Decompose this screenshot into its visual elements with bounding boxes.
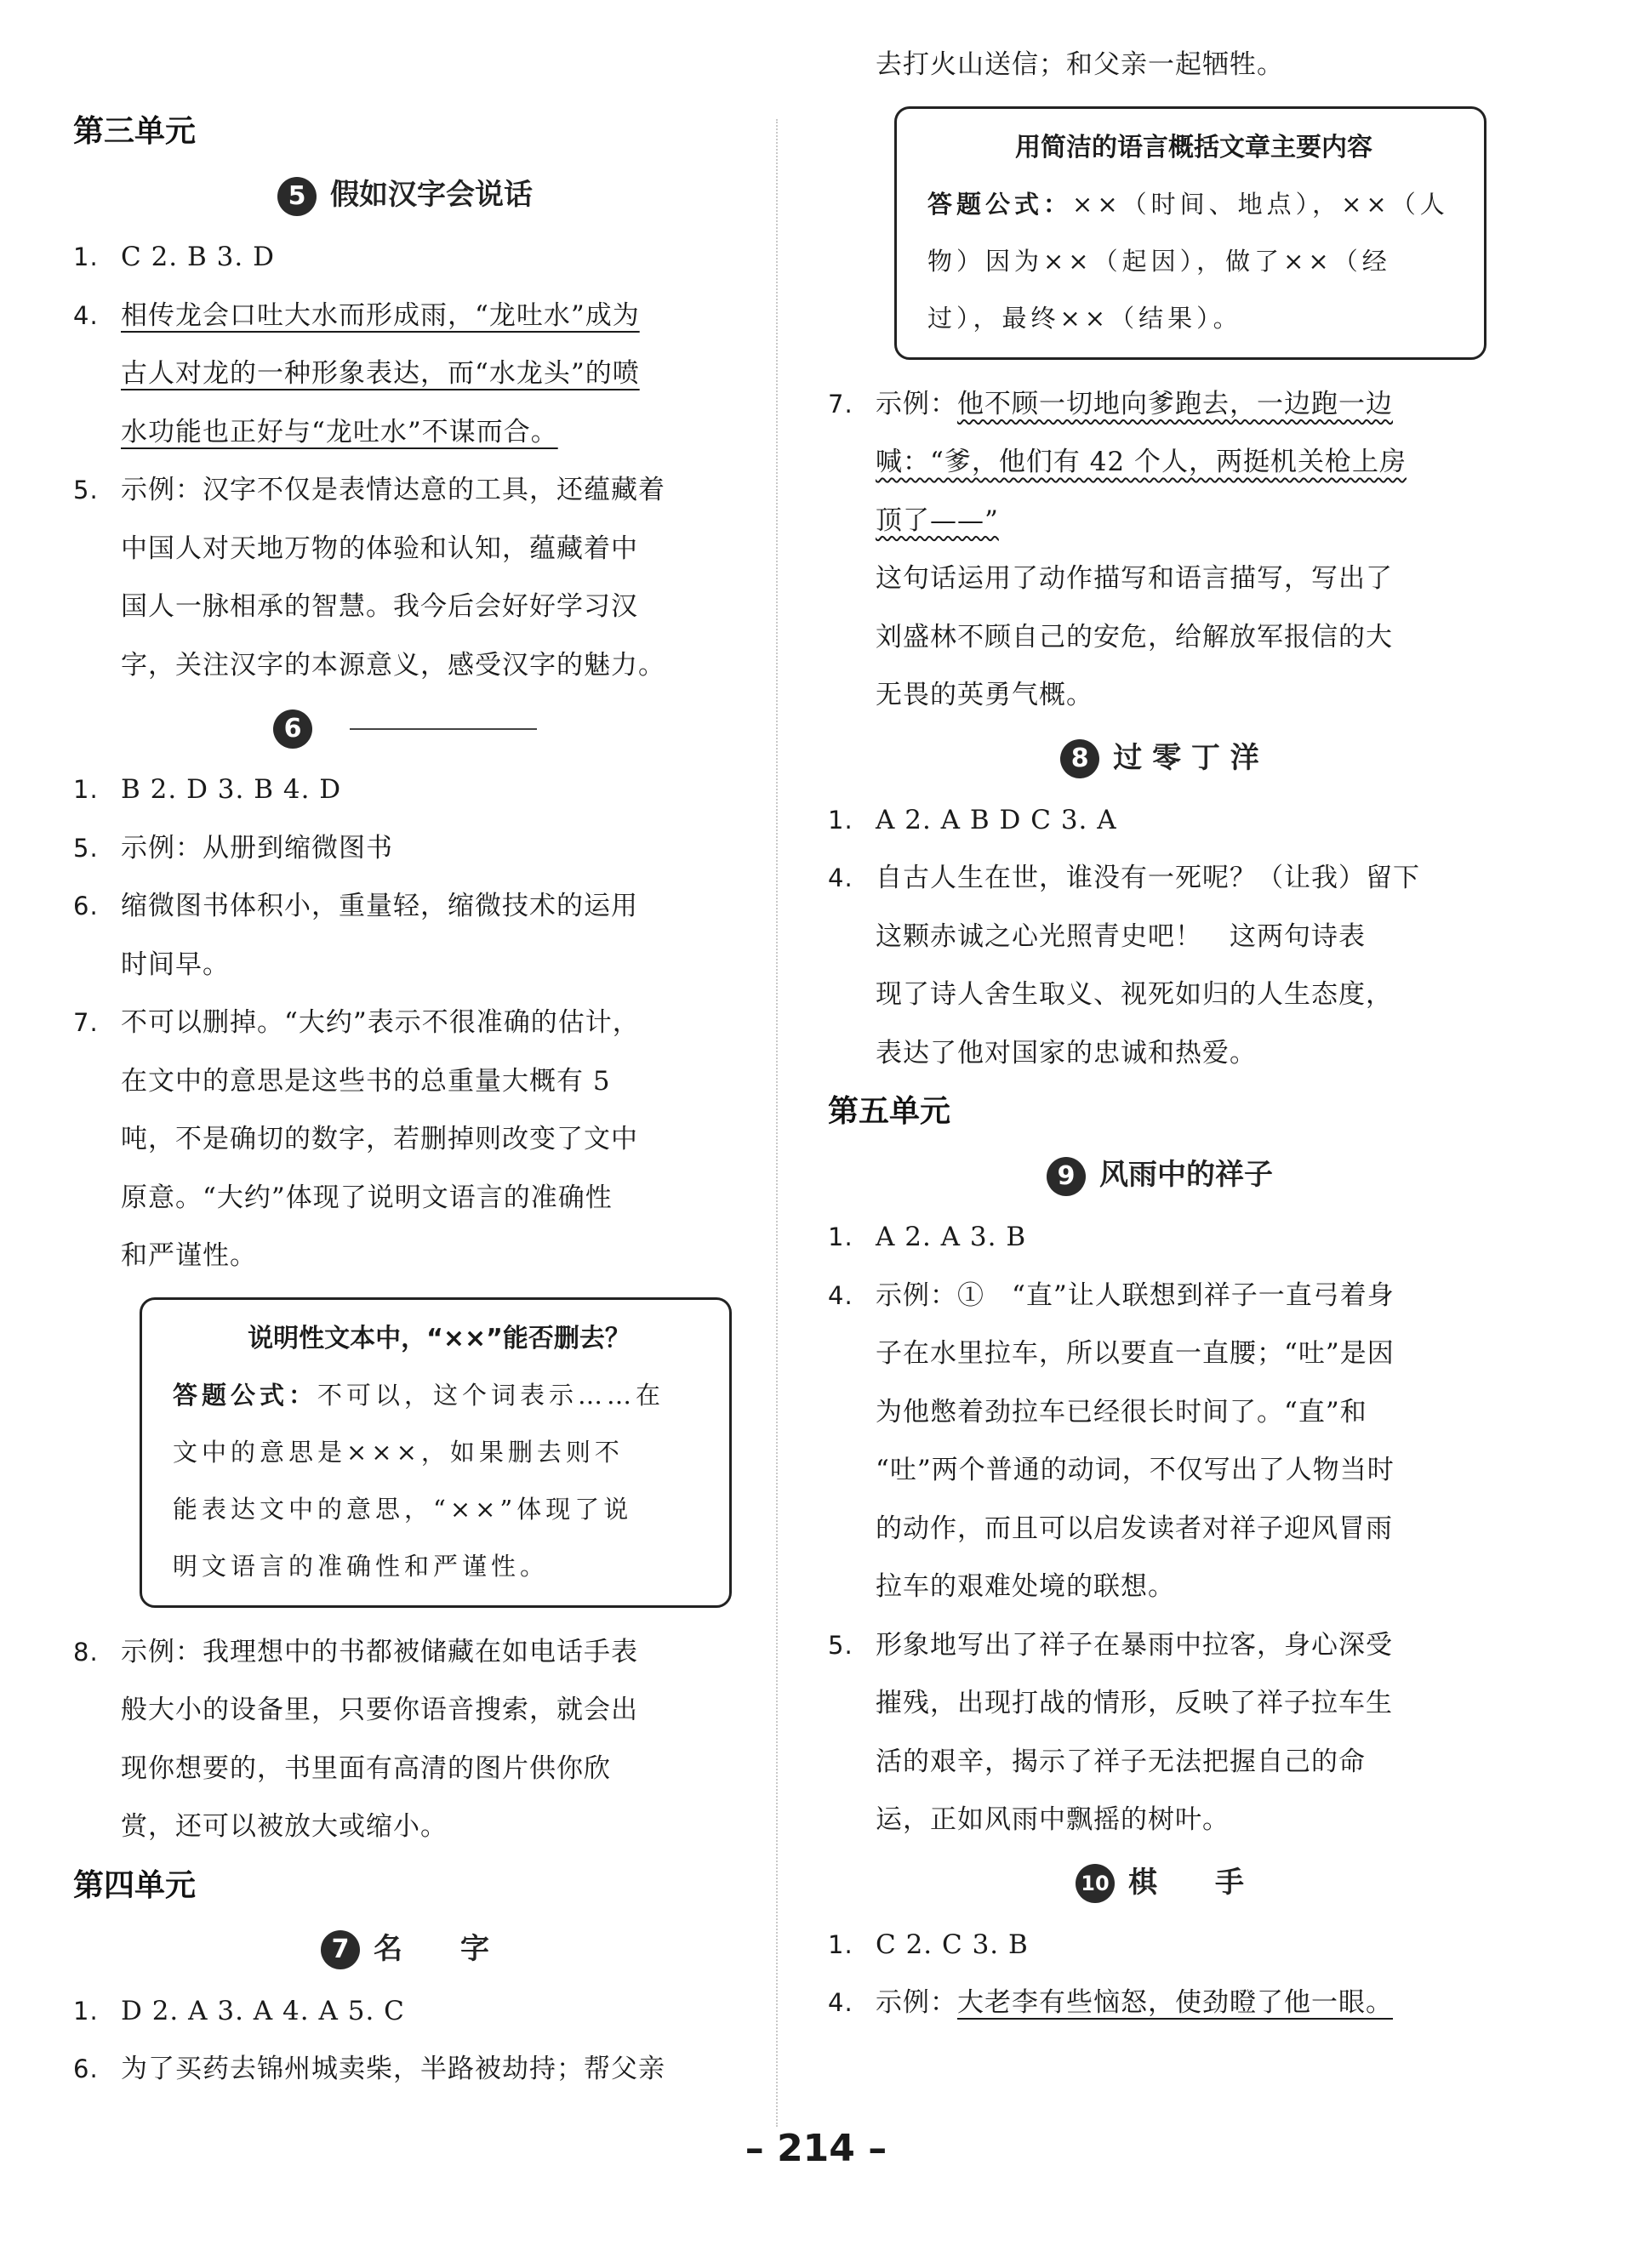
lesson-7-heading <box>73 1916 737 1982</box>
left-column <box>73 102 737 2099</box>
page-number: – 214 – <box>745 2127 887 2170</box>
unit-3-title: 第三单元 <box>73 114 197 149</box>
answer-item: 1. C 2. C 3. B <box>828 1929 1029 1960</box>
answer-item: 7. 不可以删掉。“大约”表示不很准确的估计， 在文中的意思是这些书的总重量大概有 5 吨，不是确切的数字，若删掉则改变了文中 原意。“大约”体现了说明文语言的准确性 和严谨性。 <box>73 1007 640 1271</box>
answer-item: 5. 示例：汉字不仅是表情达意的工具，还蕴藏着 中国人对天地万物的体验和认知，蕴藏着中 国人一脉相承的智慧。我今后会好好学习汉 字，关注汉字的本源意义，感受汉字的魅力。 <box>73 475 665 681</box>
lesson-number-badge: 6 <box>273 709 312 749</box>
tip-box: 用简洁的语言概括文章主要内容 答题公式：××（时间、地点），××（人 物）因为××（起因），做了××（经 过），最终××（结果）。 <box>894 106 1486 360</box>
lesson-number-badge: 9 <box>1047 1157 1086 1196</box>
answer-item: 1. A 2. A B D C 3. A <box>828 804 1117 835</box>
lesson-title: 过 零 丁 洋 <box>1113 740 1259 775</box>
lesson-8-heading <box>828 725 1492 791</box>
right-column <box>828 49 1492 2032</box>
unit-5-title: 第五单元 <box>828 1094 951 1129</box>
answer-item: 7. 示例：他不顾一切地向爹跑去，一边跑一边 喊：“爹，他们有 42 个人，两挺机关枪上房 顶了——” 这句话运用了动作描写和语言描写，写出了 刘盛林不顾自己的安危，给解放军报信的大 无畏的英勇气概。 <box>828 388 1407 710</box>
lesson-10-heading <box>828 1849 1492 1916</box>
answer-item: 4. 相传龙会口吐大水而形成雨，“龙吐水”成为 古人对龙的一种形象表达，而“水龙头”的喷 水功能也正好与“龙吐水”不谋而合。 <box>73 299 640 447</box>
title-blank-line <box>350 728 537 730</box>
lesson-number-badge: 7 <box>321 1930 360 1969</box>
lesson-5-heading <box>73 162 737 228</box>
unit-4-title: 第四单元 <box>73 1867 197 1903</box>
lesson-title: 棋 手 <box>1128 1865 1244 1900</box>
lesson-number-badge: 5 <box>277 177 317 216</box>
answer-item: 6. 为了买药去锦州城卖柴，半路被劫持；帮父亲 <box>73 2054 665 2084</box>
answer-item: 1. B 2. D 3. B 4. D <box>73 774 342 805</box>
answer-continuation: 去打火山送信；和父亲一起牺牲。 <box>876 49 1284 80</box>
lesson-6-heading <box>73 694 737 761</box>
tip-title: 说明性文本中，“××”能否删去？ <box>248 1323 631 1353</box>
lesson-9-heading <box>828 1142 1492 1208</box>
answer-item: 1. A 2. A 3. B <box>828 1222 1027 1252</box>
answer-item: 8. 示例：我理想中的书都被储藏在如电话手表 般大小的设备里，只要你语音搜索，就会出 现你想要的，书里面有高清的图片供你欣 赏，还可以被放大或缩小。 <box>73 1636 638 1842</box>
lesson-number-badge: 8 <box>1060 739 1099 778</box>
answer-item: 4. 示例：① “直”让人联想到祥子一直弓着身 子在水里拉车，所以要直一直腰；“吐”是因 为他憋着劲拉车已经很长时间了。“直”和 “吐”两个普通的动词，不仅写出了人物当时 的动作，而且可以启发读者对祥子迎风冒雨 拉车的艰难处境的联想。 <box>828 1279 1395 1602</box>
lesson-title: 名 字 <box>374 1931 489 1966</box>
answer-item: 1. D 2. A 3. A 4. A 5. C <box>73 1995 405 2026</box>
answer-item: 5. 形象地写出了祥子在暴雨中拉客，身心深受 摧残，出现打战的情形，反映了祥子拉车生 活的艰辛，揭示了祥子无法把握自己的命 运，正如风雨中飘摇的树叶。 <box>828 1629 1393 1835</box>
lesson-title: 假如汉字会说话 <box>330 178 533 212</box>
lesson-title: 风雨中的祥子 <box>1099 1158 1273 1192</box>
answer-item: 4. 自古人生在世，谁没有一死呢？（让我）留下 这颗赤诚之心光照青史吧！ 这两句诗表 现了诗人舍生取义、视死如归的人生态度， 表达了他对国家的忠诚和热爱。 <box>828 863 1420 1068</box>
tip-title: 用简洁的语言概括文章主要内容 <box>1015 132 1372 162</box>
lesson-number-badge: 10 <box>1076 1864 1115 1903</box>
answer-item: 6. 缩微图书体积小，重量轻，缩微技术的运用 时间早。 <box>73 891 638 980</box>
column-divider <box>776 119 778 2127</box>
tip-box: 说明性文本中，“××”能否删去？ 答题公式：不可以，这个词表示……在 文中的意思是×××，如果删去则不 能表达文中的意思，“××”体现了说 明文语言的准确性和严谨性。 <box>140 1297 732 1608</box>
answer-item: 5. 示例：从册到缩微图书 <box>73 832 393 863</box>
answer-item: 1. C 2. B 3. D <box>73 242 275 272</box>
answer-item: 4. 示例：大老李有些恼怒，使劲瞪了他一眼。 <box>828 1987 1393 2018</box>
